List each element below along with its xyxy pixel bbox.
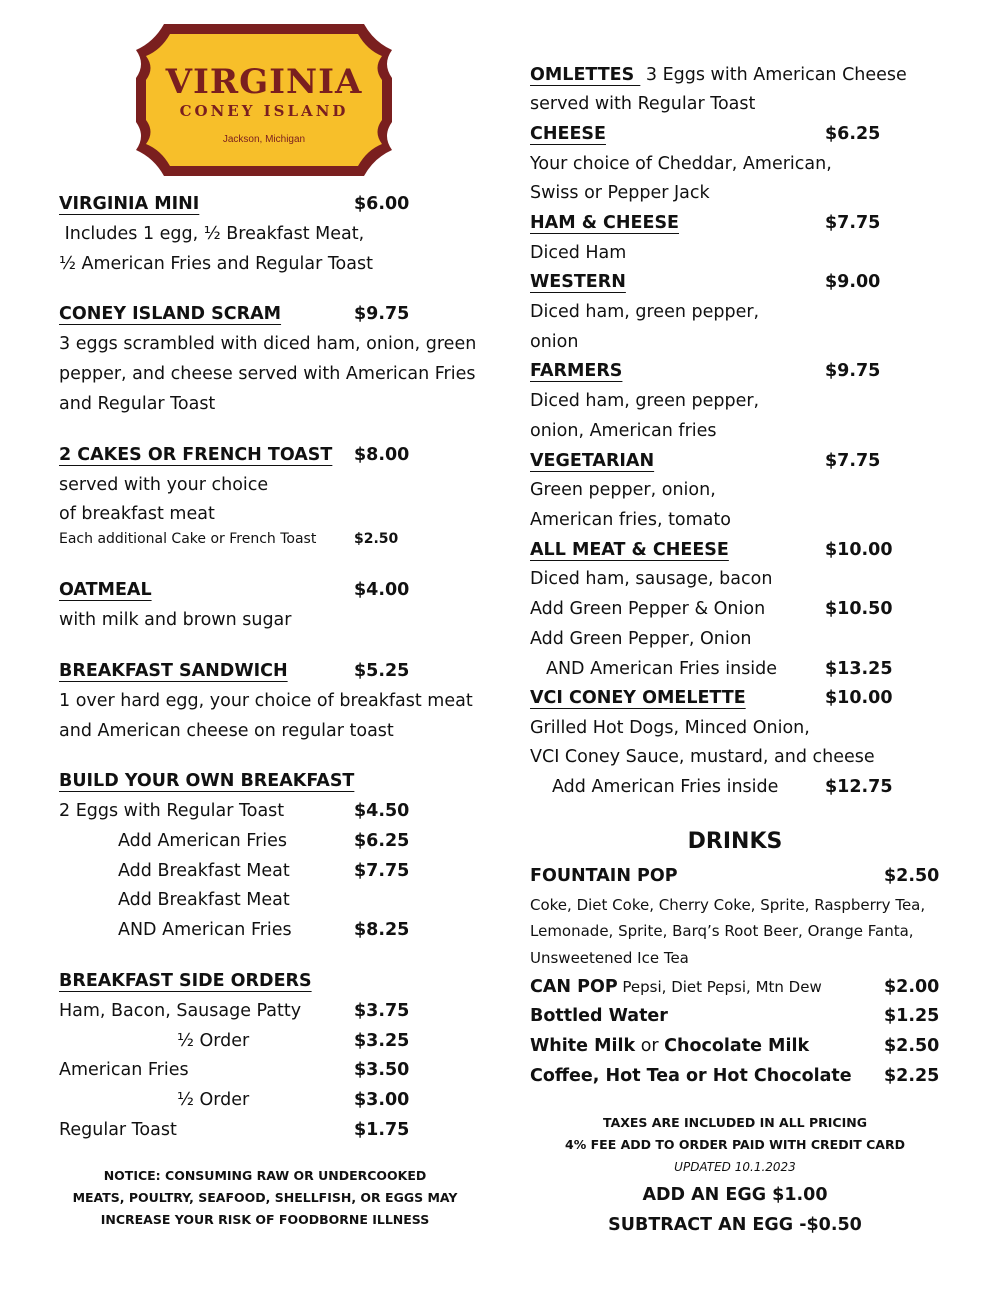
row-price: $6.25 bbox=[354, 831, 410, 851]
drinks-title: DRINKS bbox=[687, 829, 783, 854]
drink-name: Bottled Water bbox=[530, 1006, 668, 1026]
item-price: $9.75 bbox=[354, 304, 410, 324]
row-price: $3.50 bbox=[354, 1060, 410, 1080]
row-price: $8.25 bbox=[354, 920, 410, 940]
drink-desc: Lemonade, Sprite, Barq’s Root Beer, Orange Fanta, bbox=[530, 922, 914, 940]
row-price: $12.75 bbox=[825, 777, 893, 797]
row-label: Add Breakfast Meat bbox=[118, 890, 290, 910]
row-label: AND American Fries bbox=[118, 920, 292, 940]
row-label: ½ Order bbox=[177, 1031, 250, 1051]
item-desc: Swiss or Pepper Jack bbox=[530, 183, 710, 203]
item-desc: Diced ham, green pepper, bbox=[530, 391, 760, 411]
section-title: BREAKFAST SIDE ORDERS bbox=[59, 971, 312, 991]
notice-line: INCREASE YOUR RISK OF FOODBORNE ILLNESS bbox=[100, 1212, 430, 1227]
drink-desc: Unsweetened Ice Tea bbox=[530, 949, 689, 967]
drink-price: $2.00 bbox=[884, 977, 940, 997]
logo-title: VIRGINIA bbox=[165, 62, 363, 102]
drink-name: Chocolate Milk bbox=[664, 1036, 810, 1056]
can-pop-row bbox=[530, 976, 822, 998]
item-desc: Diced ham, sausage, bacon bbox=[530, 569, 773, 589]
item-price: $6.00 bbox=[354, 194, 410, 214]
item-name: HAM & CHEESE bbox=[530, 213, 680, 233]
item-desc: Diced Ham bbox=[530, 243, 627, 263]
section-title: OMLETTES bbox=[530, 65, 641, 85]
item-desc: pepper, and cheese served with American Fries bbox=[59, 364, 476, 384]
item-price: $10.00 bbox=[825, 540, 893, 560]
item-desc: and Regular Toast bbox=[59, 394, 216, 414]
item-name: ALL MEAT & CHEESE bbox=[530, 540, 729, 560]
milk-row bbox=[530, 1035, 809, 1057]
section-desc: 3 Eggs with American Cheese bbox=[640, 65, 907, 85]
item-extra: Each additional Cake or French Toast bbox=[59, 531, 317, 547]
item-price: $7.75 bbox=[825, 451, 881, 471]
notice bbox=[40, 1165, 490, 1231]
item-name: BREAKFAST SANDWICH bbox=[59, 661, 288, 681]
item-desc: Grilled Hot Dogs, Minced Onion, bbox=[530, 718, 810, 738]
footer bbox=[530, 1112, 940, 1240]
item-name: CONEY ISLAND SCRAM bbox=[59, 304, 282, 324]
drink-price: $2.50 bbox=[884, 1036, 940, 1056]
item-desc: Your choice of Cheddar, American, bbox=[530, 154, 832, 174]
item-desc: with milk and brown sugar bbox=[59, 610, 292, 630]
subtract-egg: SUBTRACT AN EGG -$0.50 bbox=[608, 1215, 862, 1235]
row-price: $3.00 bbox=[354, 1090, 410, 1110]
item-extra-price: $2.50 bbox=[354, 531, 399, 547]
drink-desc: Coke, Diet Coke, Cherry Coke, Sprite, Raspberry Tea, bbox=[530, 896, 926, 914]
item-desc: ½ American Fries and Regular Toast bbox=[59, 254, 373, 274]
row-price: $3.25 bbox=[354, 1031, 410, 1051]
item-desc: of breakfast meat bbox=[59, 504, 215, 524]
drink-price: $2.25 bbox=[884, 1066, 940, 1086]
row-label: Regular Toast bbox=[59, 1120, 177, 1140]
omelettes-header bbox=[530, 64, 907, 86]
item-name: CHEESE bbox=[530, 124, 606, 144]
row-price: $3.75 bbox=[354, 1001, 410, 1021]
row-label: American Fries bbox=[59, 1060, 189, 1080]
drink-name: Coffee, Hot Tea or Hot Chocolate bbox=[530, 1066, 852, 1086]
drink-name: FOUNTAIN POP bbox=[530, 866, 678, 886]
row-label: AND American Fries inside bbox=[546, 659, 778, 679]
section-desc: served with Regular Toast bbox=[530, 94, 756, 114]
item-desc: VCI Coney Sauce, mustard, and cheese bbox=[530, 747, 875, 767]
item-name: VCI CONEY OMELETTE bbox=[530, 688, 746, 708]
drink-or: or bbox=[635, 1036, 665, 1056]
item-desc: American fries, tomato bbox=[530, 510, 731, 530]
row-label: Ham, Bacon, Sausage Patty bbox=[59, 1001, 302, 1021]
item-desc: Diced ham, green pepper, bbox=[530, 302, 760, 322]
row-price: $7.75 bbox=[354, 861, 410, 881]
item-price: $10.00 bbox=[825, 688, 893, 708]
row-label: Add American Fries bbox=[118, 831, 288, 851]
drink-price: $2.50 bbox=[884, 866, 940, 886]
item-name: OATMEAL bbox=[59, 580, 152, 600]
item-price: $9.00 bbox=[825, 272, 881, 292]
drink-desc: Pepsi, Diet Pepsi, Mtn Dew bbox=[617, 978, 822, 996]
row-price: $1.75 bbox=[354, 1120, 410, 1140]
item-name: VIRGINIA MINI bbox=[59, 194, 200, 214]
item-desc: 3 eggs scrambled with diced ham, onion, green bbox=[59, 334, 477, 354]
row-price: $10.50 bbox=[825, 599, 893, 619]
notice-line: NOTICE: CONSUMING RAW OR UNDERCOOKED bbox=[103, 1168, 427, 1183]
drink-name: White Milk bbox=[530, 1036, 636, 1056]
row-label: 2 Eggs with Regular Toast bbox=[59, 801, 285, 821]
row-price: $4.50 bbox=[354, 801, 410, 821]
logo bbox=[130, 24, 398, 176]
item-desc: served with your choice bbox=[59, 475, 269, 495]
logo-subtitle: CONEY ISLAND bbox=[179, 102, 349, 120]
item-price: $8.00 bbox=[354, 445, 410, 465]
drink-name: CAN POP bbox=[530, 977, 618, 997]
item-name: FARMERS bbox=[530, 361, 623, 381]
item-desc: onion, American fries bbox=[530, 421, 717, 441]
add-egg: ADD AN EGG $1.00 bbox=[642, 1185, 828, 1205]
row-label: ½ Order bbox=[177, 1090, 250, 1110]
item-price: $7.75 bbox=[825, 213, 881, 233]
item-name: WESTERN bbox=[530, 272, 626, 292]
item-price: $5.25 bbox=[354, 661, 410, 681]
footer-line: 4% FEE ADD TO ORDER PAID WITH CREDIT CARD bbox=[565, 1137, 905, 1152]
logo-location: Jackson, Michigan bbox=[222, 134, 306, 145]
row-label: Add Green Pepper, Onion bbox=[530, 629, 752, 649]
item-price: $4.00 bbox=[354, 580, 410, 600]
drink-price: $1.25 bbox=[884, 1006, 940, 1026]
row-price: $13.25 bbox=[825, 659, 893, 679]
item-price: $6.25 bbox=[825, 124, 881, 144]
item-name: VEGETARIAN bbox=[530, 451, 655, 471]
footer-line: TAXES ARE INCLUDED IN ALL PRICING bbox=[603, 1115, 867, 1130]
row-label: Add Green Pepper & Onion bbox=[530, 599, 766, 619]
updated-date: UPDATED 10.1.2023 bbox=[674, 1160, 796, 1174]
section-title: BUILD YOUR OWN BREAKFAST bbox=[59, 771, 355, 791]
item-desc: 1 over hard egg, your choice of breakfast meat bbox=[59, 691, 473, 711]
item-desc: Includes 1 egg, ½ Breakfast Meat, bbox=[59, 224, 365, 244]
row-label: Add American Fries inside bbox=[552, 777, 779, 797]
notice-line: MEATS, POULTRY, SEAFOOD, SHELLFISH, OR EGGS MAY bbox=[72, 1190, 458, 1205]
item-desc: and American cheese on regular toast bbox=[59, 721, 394, 741]
item-price: $9.75 bbox=[825, 361, 881, 381]
item-desc: Green pepper, onion, bbox=[530, 480, 716, 500]
item-name: 2 CAKES OR FRENCH TOAST bbox=[59, 445, 333, 465]
item-desc: onion bbox=[530, 332, 579, 352]
row-label: Add Breakfast Meat bbox=[118, 861, 290, 881]
